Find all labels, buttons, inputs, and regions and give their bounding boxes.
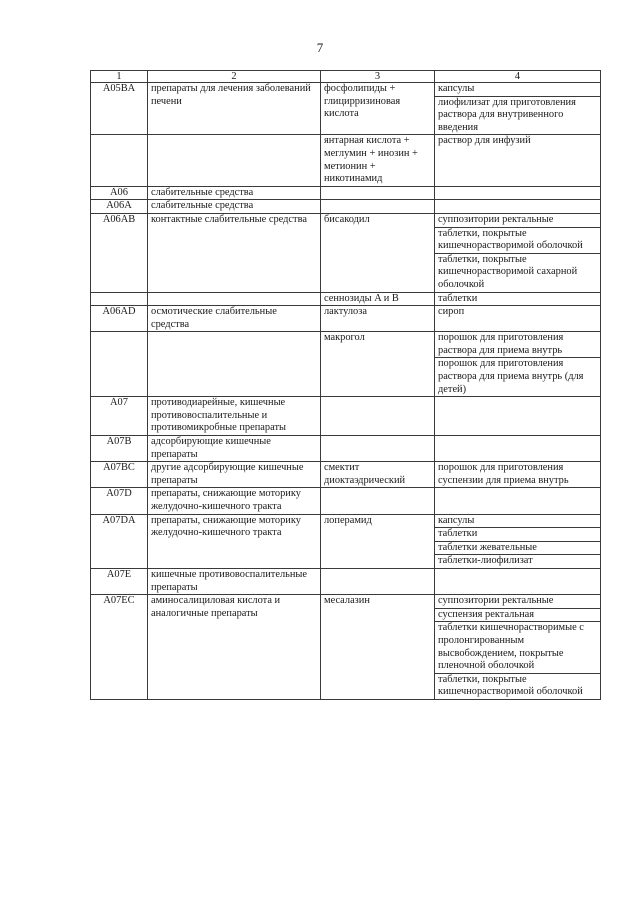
atc-code-cell xyxy=(91,135,148,186)
dosage-form-item: сироп xyxy=(438,306,465,318)
table-row xyxy=(91,332,601,397)
dosage-form-item xyxy=(435,488,600,501)
substance-cell: макрогол xyxy=(321,332,435,397)
dosage-forms-cell xyxy=(435,135,601,186)
dosage-forms-cell xyxy=(435,200,601,214)
dosage-form-item: таблетки-лиофилизат xyxy=(438,555,533,567)
dosage-forms-cell xyxy=(435,186,601,200)
group-name-cell: слабительные средства xyxy=(148,186,321,200)
atc-code-cell: A06A xyxy=(91,200,148,214)
group-name-cell: противодиарейные, кишечные противовоспалительные и противомикробные препараты xyxy=(148,397,321,436)
group-name-cell: препараты, снижающие моторику желудочно-кишечного тракта xyxy=(148,514,321,568)
atc-code-cell: A06AB xyxy=(91,213,148,292)
atc-code-cell: A07E xyxy=(91,568,148,594)
dosage-forms-cell xyxy=(435,595,601,700)
group-name-cell xyxy=(148,332,321,397)
table-row xyxy=(91,186,601,200)
group-name-cell: кишечные противовоспалительные препараты xyxy=(148,568,321,594)
atc-code-cell: A07D xyxy=(91,488,148,514)
dosage-forms-cell xyxy=(435,292,601,306)
dosage-form-item: лиофилизат для приготовления раствора для внутривенного введения xyxy=(438,96,576,133)
table-row xyxy=(91,568,601,594)
table-row xyxy=(91,292,601,306)
dosage-form-item xyxy=(435,397,600,410)
table-row xyxy=(91,213,601,292)
table-row xyxy=(91,595,601,700)
atc-code-cell: A06 xyxy=(91,186,148,200)
group-name-cell: аминосалициловая кислота и аналогичные препараты xyxy=(148,595,321,700)
group-name-cell: осмотические слабительные средства xyxy=(148,306,321,332)
dosage-forms-cell xyxy=(435,436,601,462)
dosage-form-item xyxy=(435,187,600,200)
dosage-form-item: суспензия ректальная xyxy=(435,609,600,623)
dosage-forms-cell xyxy=(435,397,601,436)
dosage-forms-cell xyxy=(435,332,601,397)
table-row xyxy=(91,397,601,436)
group-name-cell: контактные слабительные средства xyxy=(148,213,321,292)
dosage-form-item: таблетки xyxy=(438,292,478,304)
substance-cell: янтарная кислота + меглумин + инозин + метионин + никотинамид xyxy=(321,135,435,186)
table-row xyxy=(91,462,601,488)
atc-code-cell: A05BA xyxy=(91,83,148,135)
dosage-form-item: порошок для приготовления раствора для приема внутрь (для детей) xyxy=(438,358,584,395)
dosage-form-item: порошок для приготовления раствора для приема внутрь xyxy=(435,332,600,358)
substance-cell xyxy=(321,436,435,462)
dosage-forms-cell xyxy=(435,83,601,135)
dosage-form-item xyxy=(435,200,600,213)
dosage-form-item: таблетки, покрытые кишечнорастворимой сахарной оболочкой xyxy=(438,253,578,290)
group-name-cell: адсорбирующие кишечные препараты xyxy=(148,436,321,462)
atc-code-cell: A06AD xyxy=(91,306,148,332)
dosage-form-item xyxy=(435,569,600,582)
dosage-form-item: таблетки, покрытые кишечнорастворимой оболочкой xyxy=(435,228,600,254)
table-row xyxy=(91,306,601,332)
dosage-form-item: таблетки, покрытые кишечнорастворимой оболочкой xyxy=(438,673,583,698)
group-name-cell: препараты для лечения заболеваний печени xyxy=(148,83,321,135)
dosage-forms-cell xyxy=(435,514,601,568)
header-row xyxy=(91,71,601,83)
dosage-form-item: раствор для инфузий xyxy=(438,135,531,147)
dosage-forms-cell xyxy=(435,568,601,594)
group-name-cell xyxy=(148,292,321,306)
table-row xyxy=(91,83,601,135)
group-name-cell xyxy=(148,135,321,186)
atc-code-cell xyxy=(91,292,148,306)
substance-cell xyxy=(321,568,435,594)
substance-cell: лоперамид xyxy=(321,514,435,568)
substance-cell: месалазин xyxy=(321,595,435,700)
column-header: 4 xyxy=(435,71,601,83)
dosage-form-item: суппозитории ректальные xyxy=(435,595,600,609)
table-row xyxy=(91,488,601,514)
substance-cell: лактулоза xyxy=(321,306,435,332)
table-row xyxy=(91,514,601,568)
dosage-forms-cell xyxy=(435,462,601,488)
group-name-cell: слабительные средства xyxy=(148,200,321,214)
page-number: 7 xyxy=(316,40,324,55)
dosage-form-item: порошок для приготовления суспензии для приема внутрь xyxy=(438,462,569,486)
dosage-form-item: капсулы xyxy=(435,515,600,529)
column-header: 2 xyxy=(148,71,321,83)
substance-cell xyxy=(321,488,435,514)
table-row xyxy=(91,200,601,214)
substance-cell xyxy=(321,397,435,436)
table-row xyxy=(91,436,601,462)
column-header: 3 xyxy=(321,71,435,83)
substance-cell: бисакодил xyxy=(321,213,435,292)
dosage-form-item: суппозитории ректальные xyxy=(435,214,600,228)
atc-code-cell: A07B xyxy=(91,436,148,462)
dosage-form-item: таблетки кишечнорастворимые с пролонгированным высвобождением, покрытые пленочной оболочкой xyxy=(435,622,600,673)
substance-cell: фосфолипиды + глицирризиновая кислота xyxy=(321,83,435,135)
dosage-form-item xyxy=(435,436,600,449)
dosage-forms-cell xyxy=(435,306,601,332)
substance-cell xyxy=(321,186,435,200)
group-name-cell: препараты, снижающие моторику желудочно-кишечного тракта xyxy=(148,488,321,514)
column-header: 1 xyxy=(91,71,148,83)
atc-code-cell: A07BC xyxy=(91,462,148,488)
medication-table xyxy=(90,70,601,700)
atc-code-cell: A07EC xyxy=(91,595,148,700)
dosage-form-item: таблетки жевательные xyxy=(435,542,600,556)
dosage-forms-cell xyxy=(435,213,601,292)
dosage-form-item: капсулы xyxy=(435,83,600,97)
atc-code-cell: A07DA xyxy=(91,514,148,568)
dosage-forms-cell xyxy=(435,488,601,514)
substance-cell xyxy=(321,200,435,214)
atc-code-cell xyxy=(91,332,148,397)
table-row xyxy=(91,135,601,186)
atc-code-cell: A07 xyxy=(91,397,148,436)
group-name-cell: другие адсорбирующие кишечные препараты xyxy=(148,462,321,488)
dosage-form-item: таблетки xyxy=(435,528,600,542)
substance-cell: сеннозиды A и B xyxy=(321,292,435,306)
substance-cell: смектит диоктаэдрический xyxy=(321,462,435,488)
